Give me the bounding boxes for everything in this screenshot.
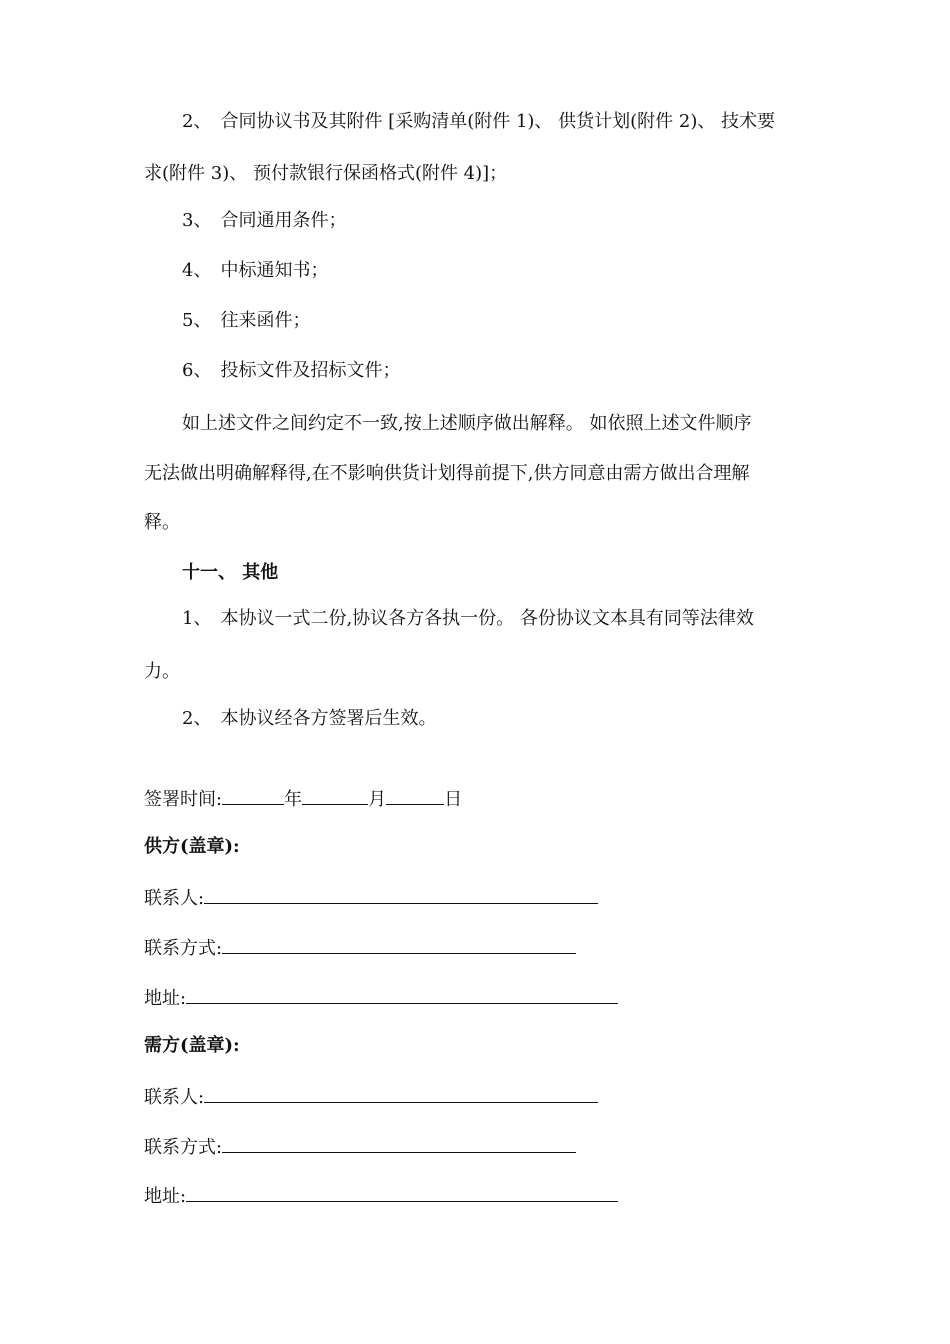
signing-time-label: 签署时间: (144, 789, 223, 810)
supplier-contact-row (144, 885, 598, 909)
supplier-contact-method-label: 联系方式: (144, 938, 223, 959)
buyer-title: 需方(盖章): (144, 1035, 240, 1056)
buyer-contact-label: 联系人: (144, 1087, 205, 1108)
year-blank[interactable] (222, 786, 284, 805)
buyer-contact-blank[interactable] (204, 1084, 598, 1103)
month-blank[interactable] (302, 786, 368, 805)
supplier-address-label: 地址: (144, 988, 187, 1009)
supplier-address-blank[interactable] (186, 985, 618, 1004)
interpretation-line-1: 如上述文件之间约定不一致,按上述顺序做出解释。 如依照上述文件顺序 (182, 413, 752, 434)
list-item-3: 3、 合同通用条件； (182, 210, 347, 231)
section-11-item-2: 2、 本协议经各方签署后生效。 (182, 708, 437, 729)
buyer-contact-row (144, 1084, 598, 1108)
buyer-contact-method-blank[interactable] (222, 1134, 576, 1153)
supplier-contact-method-row (144, 935, 576, 959)
buyer-address-row (144, 1183, 618, 1207)
buyer-contact-method-label: 联系方式: (144, 1137, 223, 1158)
supplier-contact-method-blank[interactable] (222, 935, 576, 954)
supplier-contact-blank[interactable] (204, 885, 598, 904)
month-label: 月 (368, 789, 387, 810)
buyer-address-label: 地址: (144, 1186, 187, 1207)
day-label: 日 (444, 789, 463, 810)
list-item-2-line-1: 2、 合同协议书及其附件 [采购清单(附件 1)、 供货计划(附件 2)、 技术要 (182, 111, 776, 132)
section-11-item-1-line-2: 力。 (144, 661, 180, 682)
year-label: 年 (284, 789, 303, 810)
list-item-6: 6、 投标文件及招标文件； (182, 360, 401, 381)
buyer-contact-method-row (144, 1134, 576, 1158)
signing-time-row (144, 786, 462, 810)
day-blank[interactable] (386, 786, 444, 805)
supplier-title: 供方(盖章): (144, 836, 240, 857)
section-11-item-1-line-1: 1、 本协议一式二份,协议各方各执一份。 各份协议文本具有同等法律效 (182, 608, 754, 629)
supplier-contact-label: 联系人: (144, 888, 205, 909)
section-11-heading: 十一、 其他 (182, 562, 279, 583)
list-item-2-line-2: 求(附件 3)、 预付款银行保函格式(附件 4)]； (144, 163, 508, 184)
list-item-5: 5、 往来函件； (182, 310, 311, 331)
list-item-4: 4、 中标通知书； (182, 260, 329, 281)
supplier-address-row (144, 985, 618, 1009)
interpretation-line-2: 无法做出明确解释得,在不影响供货计划得前提下,供方同意由需方做出合理解 (144, 463, 750, 484)
buyer-address-blank[interactable] (186, 1183, 618, 1202)
interpretation-line-3: 释。 (144, 512, 180, 533)
